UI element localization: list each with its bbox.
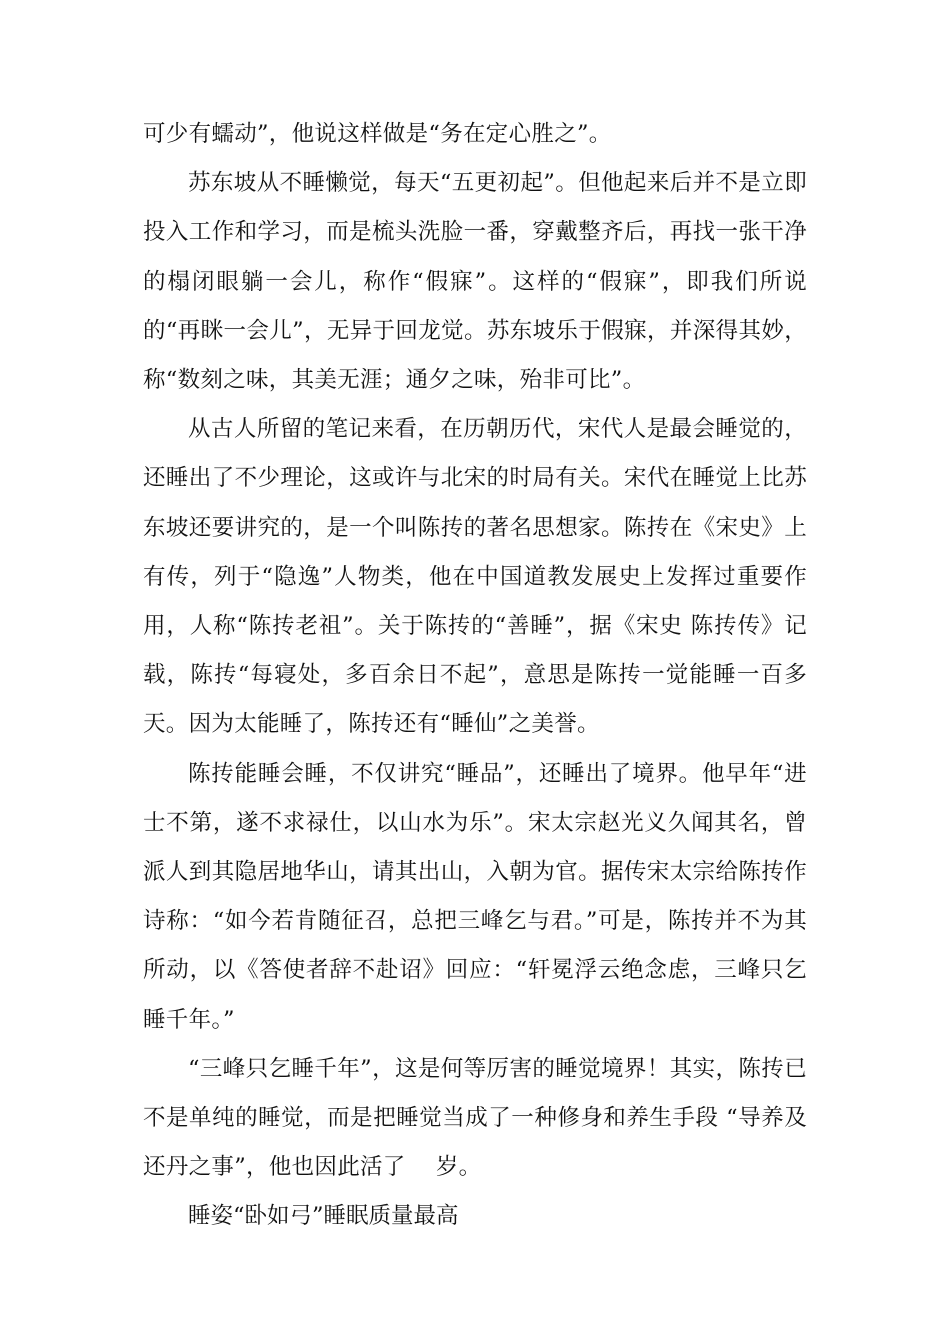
document-body	[143, 110, 807, 1242]
section-heading: 睡姿“卧如弓”睡眠质量最高	[188, 1203, 459, 1230]
paragraph-3: 从古人所留的笔记来看，在历朝历代，宋代人是最会睡觉的，还睡出了不少理论，这或许与北宋的时局有关。宋代在睡觉上比苏东坡还要讲究的，是一个叫陈抟的著名思想家。陈抟在《宋史》上有传，列于“隐逸”人物类，他在中国道教发展史上发挥过重要作用，人称“陈抟老祖”。关于陈抟的“善睡”，据《宋史 陈抟传》记载，陈抟“每寝处，多百余日不起”，意思是陈抟一觉能睡一百多天。因为太能睡了，陈抟还有“睡仙”之美誉。	[143, 416, 807, 738]
paragraph-2: 苏东坡从不睡懒觉，每天“五更初起”。但他起来后并不是立即投入工作和学习，而是梳头洗脸一番，穿戴整齐后，再找一张干净的榻闭眼躺一会儿，称作“假寐”。这样的“假寐”，即我们所说的“再眯一会儿”，无异于回龙觉。苏东坡乐于假寐，并深得其妙，称“数刻之味，其美无涯；通夕之味，殆非可比”。	[143, 170, 807, 394]
paragraph-5: “三峰只乞睡千年”，这是何等厉害的睡觉境界！其实，陈抟已不是单纯的睡觉，而是把睡觉当成了一种修身和养生手段 “导养及还丹之事”，他也因此活了 岁。	[143, 1055, 807, 1181]
paragraph-1: 可少有蠕动”，他说这样做是“务在定心胜之”。	[143, 121, 612, 147]
paragraph-4: 陈抟能睡会睡，不仅讲究“睡品”，还睡出了境界。他早年“进士不第，遂不求禄仕，以山水为乐”。宋太宗赵光义久闻其名，曾派人到其隐居地华山，请其出山，入朝为官。据传宋太宗给陈抟作诗称：“如今若肯随征召，总把三峰乞与君。”可是，陈抟并不为其所动，以《答使者辞不赴诏》回应：“轩冕浮云绝念虑，三峰只乞睡千年。”	[143, 760, 807, 1033]
